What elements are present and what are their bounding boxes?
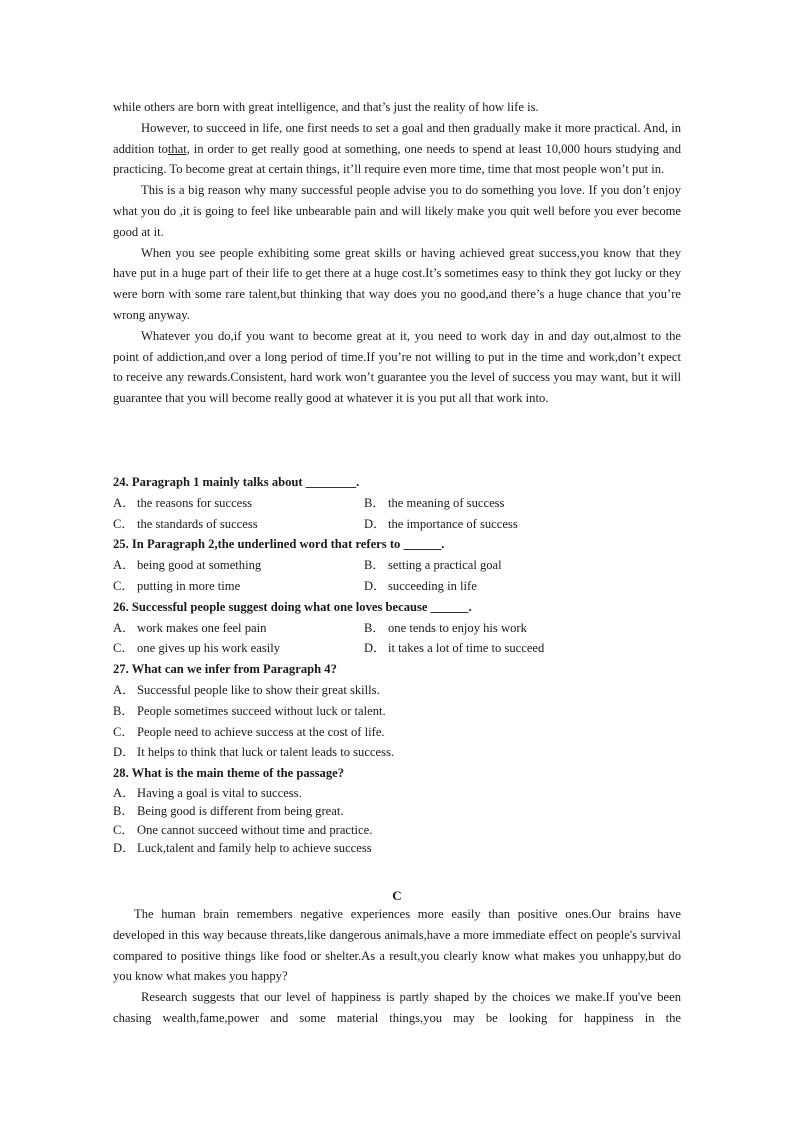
question-list bbox=[113, 472, 683, 858]
answer-option[interactable]: B． the meaning of success bbox=[364, 495, 505, 510]
question-stem: 27. What can we infer from Paragraph 4? bbox=[113, 662, 337, 677]
answer-option[interactable]: B． one tends to enjoy his work bbox=[364, 620, 527, 635]
answer-option[interactable]: D． the importance of success bbox=[364, 516, 518, 531]
answer-option[interactable]: C． the standards of success bbox=[113, 516, 258, 531]
answer-option[interactable]: B． People sometimes succeed without luck or talent. bbox=[113, 703, 386, 718]
passage-c-paragraph-1: The human brain remembers negative experiences more easily than positive ones.Our brains have developed in this way because threats,like dangerous animals,have a more immediate effect on people's survival compared to positive things like food or shelter.As a result,you clearly know what makes you unhappy,but do you know what makes you happy? bbox=[113, 907, 681, 984]
answer-option[interactable]: D． it takes a lot of time to succeed bbox=[364, 641, 545, 656]
answer-option[interactable]: A． Successful people like to show their great skills. bbox=[113, 682, 380, 697]
question-stem: 28. What is the main theme of the passage? bbox=[113, 766, 344, 781]
passage-b-paragraph-1-end: while others are born with great intelligence, and that’s just the reality of how life is. bbox=[113, 100, 539, 114]
passage-b-paragraph-5: Whatever you do,if you want to become great at it, you need to work day in and day out,almost to the point of addiction,and over a long period of time.If you’re not willing to put in the time and work,don’t expect to receive any rewards.Consistent, hard work won’t guarantee you the level of success you may want, but it will guarantee that you will become really good at whatever it is you put all that work into. bbox=[113, 328, 681, 406]
answer-option[interactable]: C． People need to achieve success at the cost of life. bbox=[113, 724, 385, 739]
answer-option[interactable]: B． setting a practical goal bbox=[364, 558, 502, 573]
section-c-title: C bbox=[392, 888, 402, 903]
answer-option[interactable]: C． putting in more time bbox=[113, 578, 241, 593]
underlined-word: that, bbox=[167, 141, 190, 156]
passage-c-paragraph-2: Research suggests that our level of happiness is partly shaped by the choices we make.If you've been chasing wealth,fame,power and some material things,you may be looking for happiness in the bbox=[113, 990, 681, 1025]
passage-b-paragraph-3: This is a big reason why many successful people advise you to do something you love. If you don’t enjoy what you do ,it is going to feel like unbearable pain and will likely make you quit well before you ever become good at it. bbox=[113, 183, 681, 239]
passage-b-paragraph-4: When you see people exhibiting some great skills or having achieved great success,you know that they have put in a huge part of their life to get there at a huge cost.It’s sometimes easy to think they got lucky or they were born with some rare talent,but thinking that way does you no good,and there’s a huge chance that you’re wrong anyway. bbox=[113, 245, 681, 322]
answer-option[interactable]: A． Having a goal is vital to success. bbox=[113, 785, 302, 800]
passage-c bbox=[113, 904, 681, 1029]
p2-text-start: However, to succeed in life, one first needs to set a goal and then gradually make it more practical. And, in addition to bbox=[113, 120, 681, 156]
answer-option[interactable]: D． Luck,talent and family help to achieve success bbox=[113, 841, 372, 856]
answer-option[interactable]: A． the reasons for success bbox=[113, 495, 253, 510]
answer-option[interactable]: D． It helps to think that luck or talent leads to success. bbox=[113, 745, 395, 760]
answer-option[interactable]: B． Being good is different from being great. bbox=[113, 804, 344, 819]
p2-text-end: in order to get really good at something, one needs to spend at least 10,000 hours studying and practicing. To become great at certain things, it’ll require even more time, time that most people won’t put in. bbox=[113, 141, 682, 177]
answer-option[interactable]: A． being good at something bbox=[113, 558, 262, 573]
passage-b bbox=[113, 97, 681, 409]
passage-b-paragraph-2 bbox=[113, 118, 681, 180]
answer-option[interactable]: C． One cannot succeed without time and practice. bbox=[113, 822, 373, 837]
answer-option[interactable]: A． work makes one feel pain bbox=[113, 620, 267, 635]
question-stem: 24. Paragraph 1 mainly talks about ________. bbox=[113, 475, 360, 489]
answer-option[interactable]: D． succeeding in life bbox=[364, 578, 477, 593]
answer-option[interactable]: C． one gives up his work easily bbox=[113, 641, 281, 656]
question-stem: 26. Successful people suggest doing what one loves because ______. bbox=[113, 599, 472, 614]
question-stem: 25. In Paragraph 2,the underlined word that refers to ______. bbox=[113, 537, 445, 552]
